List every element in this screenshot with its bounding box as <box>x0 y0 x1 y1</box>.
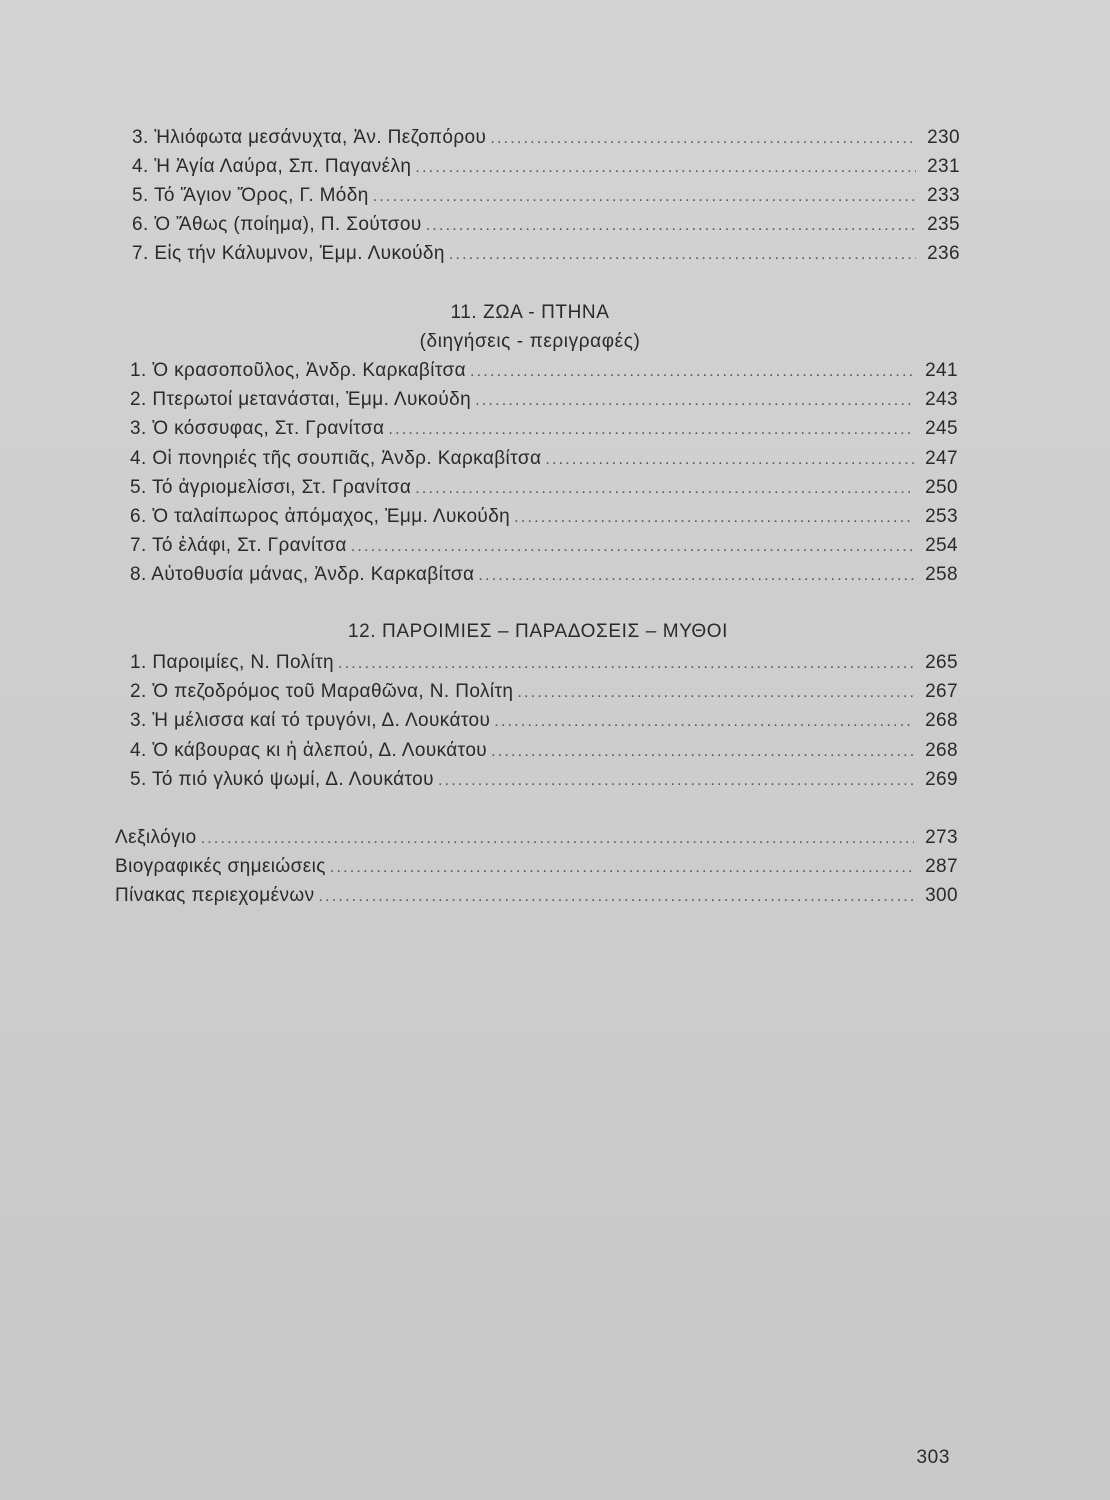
dot-leader <box>338 651 914 676</box>
toc-entry <box>130 504 958 530</box>
toc-entry-label: 3. Ἡ μέλισσα καί τό τρυγόνι, Δ. Λουκάτου <box>130 710 491 731</box>
toc-entry <box>130 738 958 764</box>
dot-leader <box>449 242 916 267</box>
section-title: 12. ΠΑΡΟΙΜΙΕΣ – ΠΑΡΑΔΟΣΕΙΣ – ΜΥΘΟΙ <box>347 621 729 642</box>
toc-entry-page: 268 <box>925 740 958 761</box>
dot-leader <box>426 213 916 238</box>
dot-leader <box>494 709 914 734</box>
toc-entry-label: 3. Ἡλιόφωτα μεσάνυχτα, Ἀν. Πεζοπόρου <box>132 127 487 148</box>
toc-entry-page: 233 <box>927 185 960 206</box>
toc-entry-label: 8. Αὐτοθυσία μάνας, Ἀνδρ. Καρκαβίτσα <box>130 564 475 585</box>
dot-leader <box>545 447 914 472</box>
toc-entry-page: 231 <box>927 156 960 177</box>
toc-entry <box>130 650 958 676</box>
toc-entry <box>132 241 960 267</box>
toc-entry-label: 2. Πτερωτοί μετανάσται, Ἐμμ. Λυκούδη <box>130 389 472 410</box>
toc-entry <box>132 154 960 180</box>
toc-entry <box>130 387 958 413</box>
toc-entry-page: 269 <box>925 769 958 790</box>
section-title: 11. ΖΩΑ - ΠΤΗΝΑ <box>450 302 610 323</box>
toc-entry-page: 230 <box>927 127 960 148</box>
dot-leader <box>415 155 916 180</box>
toc-entry <box>115 883 958 909</box>
toc-entry-page: 268 <box>925 710 958 731</box>
dot-leader <box>514 505 914 530</box>
toc-entry-label: 3. Ὁ κόσσυφας, Στ. Γρανίτσα <box>130 418 385 439</box>
toc-entry <box>130 416 958 442</box>
dot-leader <box>373 184 916 209</box>
toc-entry-label: 2. Ὁ πεζοδρόμος τοῦ Μαραθῶνα, Ν. Πολίτη <box>130 681 514 702</box>
dot-leader <box>470 359 914 384</box>
toc-entry <box>130 475 958 501</box>
toc-entry-page: 287 <box>925 856 958 877</box>
toc-entry <box>130 708 958 734</box>
toc-entry-page: 254 <box>925 535 958 556</box>
dot-leader <box>318 884 914 909</box>
toc-entry-page: 300 <box>925 885 958 906</box>
toc-entry-label: 4. Οἱ πονηριές τῆς σουπιᾶς, Ἀνδρ. Καρκαβίτσα <box>130 448 542 469</box>
dot-leader <box>490 126 916 151</box>
toc-entry <box>130 446 958 472</box>
toc-entry <box>130 562 958 588</box>
dot-leader <box>415 476 914 501</box>
dot-leader <box>330 855 914 880</box>
toc-entry <box>132 212 960 238</box>
toc-entry-page: 241 <box>925 360 958 381</box>
toc-entry-page: 243 <box>925 389 958 410</box>
toc-entry-page: 265 <box>925 652 958 673</box>
toc-entry-label: 5. Τό ἀγριομελίσσι, Στ. Γρανίτσα <box>130 477 412 498</box>
dot-leader <box>478 563 914 588</box>
toc-entry-label: Λεξιλόγιο <box>115 827 197 848</box>
section-subtitle: (διηγήσεις - περιγραφές) <box>419 331 641 352</box>
toc-entry <box>130 533 958 559</box>
toc-entry-label: 7. Τό ἐλάφι, Στ. Γρανίτσα <box>130 535 347 556</box>
toc-entry-label: 4. Ὁ κάβουρας κι ἡ ἀλεπού, Δ. Λουκάτου <box>130 740 488 761</box>
toc-entry-page: 235 <box>927 214 960 235</box>
toc-entry-page: 247 <box>925 448 958 469</box>
toc-entry-page: 236 <box>927 243 960 264</box>
toc-entry <box>130 767 958 793</box>
dot-leader <box>491 739 914 764</box>
toc-entry-page: 273 <box>925 827 958 848</box>
toc-entry-label: 7. Εἰς τήν Κάλυμνον, Ἐμμ. Λυκούδη <box>132 243 445 264</box>
toc-entry-page: 253 <box>925 506 958 527</box>
toc-entry-page: 258 <box>925 564 958 585</box>
dot-leader <box>351 534 914 559</box>
toc-entry-label: Πίνακας περιεχομένων <box>115 885 315 906</box>
dot-leader <box>475 388 914 413</box>
toc-entry-label: 6. Ὁ ταλαίπωρος ἀπόμαχος, Ἐμμ. Λυκούδη <box>130 506 511 527</box>
toc-entry-page: 245 <box>925 418 958 439</box>
toc-entry <box>132 183 960 209</box>
toc-entry-label: 1. Παροιμίες, Ν. Πολίτη <box>130 652 334 673</box>
toc-entry-label: 5. Τό Ἅγιον Ὄρος, Γ. Μόδη <box>132 185 369 206</box>
toc-entry-label: Βιογραφικές σημειώσεις <box>115 856 326 877</box>
dot-leader <box>201 826 914 851</box>
dot-leader <box>388 417 914 442</box>
toc-entry <box>132 125 960 151</box>
toc-entry-label: 1. Ὁ κρασοποῦλος, Ἀνδρ. Καρκαβίτσα <box>130 360 467 381</box>
toc-entry-label: 4. Ἡ Ἁγία Λαύρα, Σπ. Παγανέλη <box>132 156 412 177</box>
dot-leader <box>517 680 914 705</box>
page-number: 303 <box>916 1447 950 1468</box>
toc-entry <box>115 825 958 851</box>
toc-entry-page: 267 <box>925 681 958 702</box>
toc-entry <box>130 358 958 384</box>
toc-entry-label: 5. Τό πιό γλυκό ψωμί, Δ. Λουκάτου <box>130 769 434 790</box>
toc-entry <box>115 854 958 880</box>
toc-entry <box>130 679 958 705</box>
toc-entry-label: 6. Ὁ Ἄθως (ποίημα), Π. Σούτσου <box>132 214 422 235</box>
dot-leader <box>438 768 914 793</box>
toc-entry-page: 250 <box>925 477 958 498</box>
